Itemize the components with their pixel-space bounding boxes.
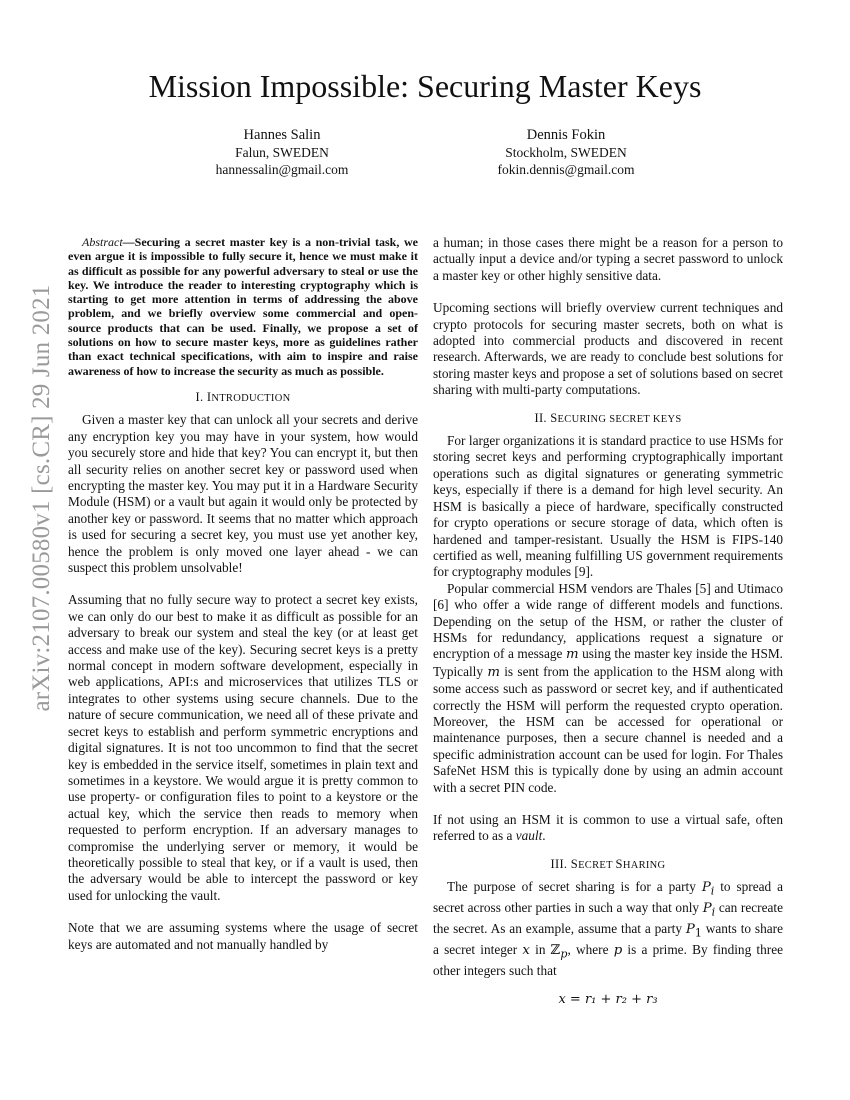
arxiv-stamp-text: arXiv:2107.00580v1 [cs.CR] 29 Jun 2021 <box>28 283 55 712</box>
paragraph: Given a master key that can unlock all your secrets and derive any encryption key you may have in your system, how would you securely store and hide that key? You can encrypt it, but then all security relies on another secret key or password used when encrypting the master key. You may put it in a Hardware Security Module (HSM) or a vault but again it would only be protected by another key or password. It seems that no matter which approach is used for securing a secret key, you must use yet another key, hence the problem is only moved one layer ahead - we can suspect this problem unsolvable! <box>68 412 418 576</box>
paragraph: Upcoming sections will briefly overview current techniques and crypto protocols for securing master secrets, both on what is adopted into commercial products and discovered in recent research. Afterwards, we are ready to conclude best solutions for storing master keys and propose a set of solutions based on secret sharing with multi-party computations. <box>433 300 783 398</box>
author-name: Dennis Fokin <box>526 127 606 143</box>
author-block-1 <box>152 127 412 178</box>
equation: x = r₁ + r₂ + r₃ <box>558 991 658 1007</box>
paragraph: For larger organizations it is standard practice to use HSMs for storing secret keys and performing cryptographically important operations such as digital signatures or generating symmetric keys, especially if there is a demand for high level security. An HSM is basically a piece of hardware, specifically constructed for crypto operations or secure storage of data, which often is hardened and tamper-resistant. Usually the HSM is FIPS-140 certified as well, meaning fulfilling US government requirements for cryptography modules [9]. <box>433 433 783 580</box>
right-column <box>433 235 783 1008</box>
author-email: hannessalin@gmail.com <box>215 162 349 177</box>
author-block-2 <box>436 127 696 178</box>
arxiv-stamp <box>28 283 55 712</box>
paragraph: The purpose of secret sharing is for a party $P_i$ to spread a secret across other parties in such a way that only $P_i$ can recreate the secret. As an example, assume that a party $P_1$ wants to share a secret integer x in ℤ$_p$, where p is a prime. By finding three other integers such that <box>433 879 783 979</box>
left-column <box>68 235 418 953</box>
section-heading-introduction: I. INTRODUCTION <box>195 389 291 404</box>
abstract <box>68 235 418 378</box>
abstract-text: —Securing a secret master key is a non-trivial task, we even argue it is impossible to fully secure it, hence we must make it as difficult as possible for any powerful adversary to steal or use the key. We introduce the reader to interesting cryptography which is starting to get more attention in terms of addressing the above problem, and we briefly overview some commercial and open-source products that can be used. Finally, we propose a set of solutions on how to secure master keys, more as guidelines rather than exact technical specifications, with aim to inspire and raise awareness of how to increase the security as much as possible. <box>68 235 418 378</box>
author-email: fokin.dennis@gmail.com <box>497 162 635 177</box>
section-heading-securing-secret-keys: II. SECURING SECRET KEYS <box>534 410 682 425</box>
author-location: Falun, SWEDEN <box>235 145 329 160</box>
paragraph: Note that we are assuming systems where the usage of secret keys are automated and not manually handled by <box>68 920 418 952</box>
author-name: Hannes Salin <box>243 127 321 143</box>
paragraph: Assuming that no fully secure way to protect a secret key exists, we can only do our best to make it as difficult as possible for an adversary to break our system and steal the key (or at least get access and make use of the key). Securing secret keys is a pretty normal concept in modern software development, especially in web applications, API:s and microservices that utilizes TLS or integrates to other systems using secure channels. Due to the nature of secure communication, we need all of these private and secret keys to establish and perform symmetric encryptions and digital signatures. It is not too uncommon to find that the secret key is embedded in the service itself, sometimes in plain text and sometimes in a keystore. We would argue it is pretty common to use property- or configuration files to point to a keystore or the actual key, which the service then reads to memory when requested to perform encryption. If an adversary manages to compromise the underlying server or memory, it would be theoretically possible to steal that key, or if a vault is used, then the adversary would be able to intercept the password or key used for unlocking the vault. <box>68 592 418 903</box>
author-location: Stockholm, SWEDEN <box>505 145 627 160</box>
section-heading-secret-sharing: III. SECRET SHARING <box>550 856 666 871</box>
paragraph: a human; in those cases there might be a reason for a person to actually input a device and/or typing a secret password to unlock a master key or other highly sensitive data. <box>433 235 783 283</box>
paragraph: Popular commercial HSM vendors are Thales [5] and Utimaco [6] who offer a wide range of different models and functions. Depending on the setup of the HSM, or rather the cluster of HSMs for redundancy, applications request a signature or encryption of a message m using the master key inside the HSM. Typically m is sent from the application to the HSM along with some access such as password or secret key, and if authenticated correctly the HSM will perform the requested crypto operation. Moreover, the HSM can be accessed for operational or maintenance purposes, then a secure channel is needed and a specific administration account can be used for login. For Thales SafeNet HSM this is typically done by using an admin account with a secret PIN code. <box>433 580 784 795</box>
paper-title: Mission Impossible: Securing Master Keys <box>148 68 702 104</box>
paragraph: If not using an HSM it is common to use a virtual safe, often referred to as a vault. <box>433 812 783 844</box>
abstract-label: Abstract <box>82 235 123 249</box>
